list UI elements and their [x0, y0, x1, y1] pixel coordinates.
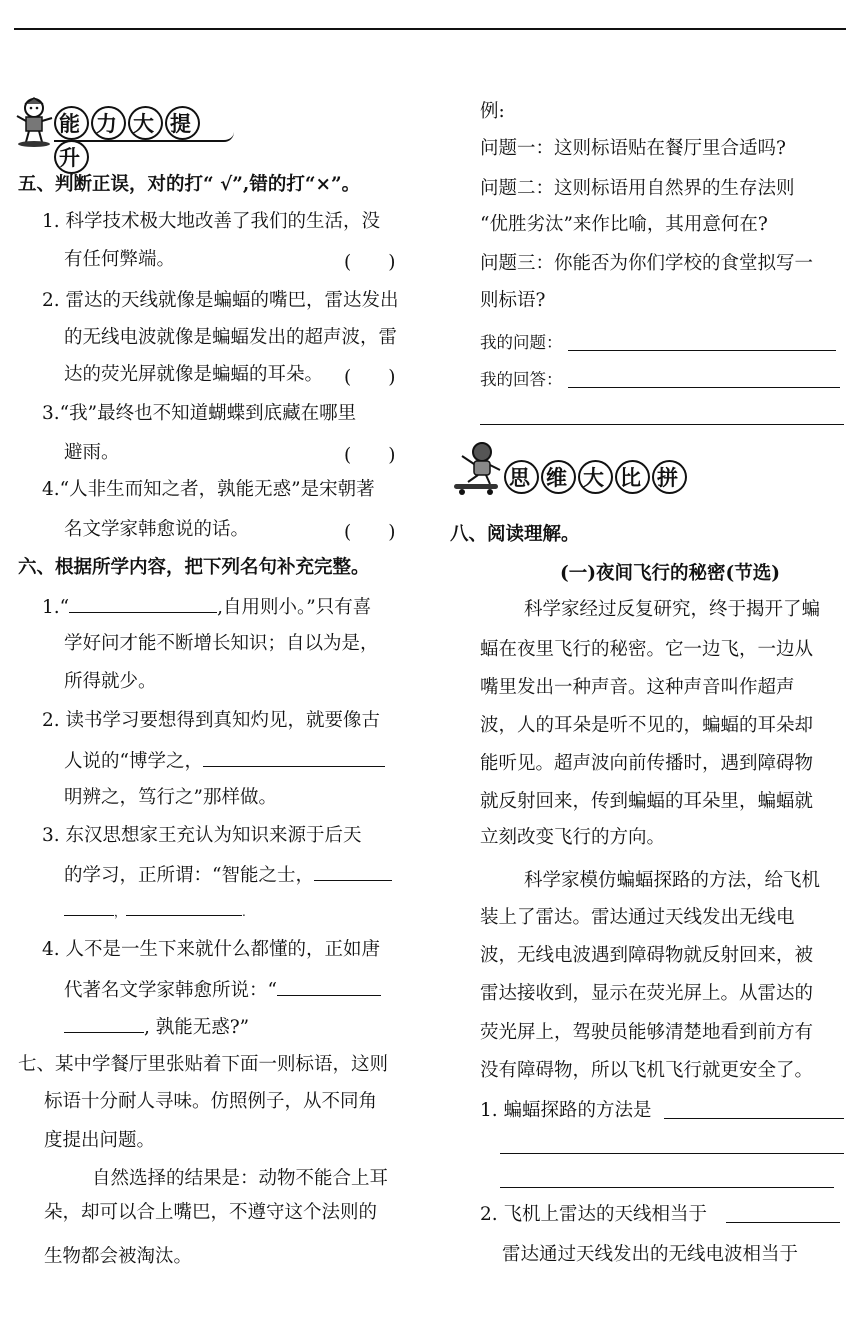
question-three-line1: 问题三：你能否为你们学校的食堂拟写一	[480, 253, 814, 274]
q6-item3-line3: ， .	[64, 900, 246, 924]
q6-item4-line2: 代著名文学家韩愈所说：“	[64, 977, 381, 1003]
fill-blank[interactable]	[203, 748, 385, 767]
q8-heading: 八、阅读理解。	[450, 524, 580, 545]
passage-p2-line: 没有障碍物，所以飞机飞行就更安全了。	[480, 1060, 814, 1081]
fill-blank[interactable]	[126, 907, 242, 916]
answer-3-prompt: 雷达通过天线发出的无线电波相当于	[502, 1244, 799, 1265]
passage-p2-line: 雷达接收到，显示在荧光屏上。从雷达的	[480, 983, 814, 1004]
banner-char: 拼	[652, 460, 687, 494]
q5-item2-line3: 达的荧光屏就像是蝙蝠的耳朵。	[64, 364, 324, 385]
q6-item2-line1: 2. 读书学习要想得到真知灼见，就要像古	[42, 710, 381, 731]
q5-item3-line2: 避雨。	[64, 442, 120, 463]
answer-paren[interactable]: ( )	[344, 367, 396, 388]
q6-item1-line2: 学好问才能不断增长知识；自以为是，	[64, 633, 379, 654]
answer-2-line[interactable]	[726, 1222, 840, 1223]
banner-char: 比	[615, 460, 650, 494]
q5-item2-line2: 的无线电波就像是蝙蝠发出的超声波，雷	[64, 327, 398, 348]
fill-blank[interactable]	[64, 1014, 144, 1033]
passage-p1-line: 就反射回来，传到蝙蝠的耳朵里，蝙蝠就	[480, 791, 814, 812]
q7-heading-line3: 度提出问题。	[44, 1130, 156, 1151]
q6-item4-line1: 4. 人不是一生下来就什么都懂的，正如唐	[42, 939, 381, 960]
q5-item3-line1: 3.“我”最终也不知道蝴蝶到底藏在哪里	[42, 403, 357, 424]
q5-item1-line2: 有任何弊端。	[64, 249, 176, 270]
banner-char: 力	[91, 106, 126, 140]
banner-char: 思	[504, 460, 539, 494]
q6-item3-line2: 的学习，正所谓：“智能之士，	[64, 862, 392, 888]
fill-blank[interactable]	[277, 977, 381, 996]
answer-line-extra[interactable]	[480, 424, 844, 425]
passage-p1-line: 科学家经过反复研究，终于揭开了蝙	[524, 599, 821, 620]
banner-char: 大	[578, 460, 613, 494]
passage-title: (一)夜间飞行的秘密(节选)	[560, 563, 781, 584]
answer-1-line3[interactable]	[500, 1187, 834, 1188]
answer-paren[interactable]: ( )	[344, 445, 396, 466]
question-two-line1: 问题二：这则标语用自然界的生存法则	[480, 178, 795, 199]
q5-item1-line1: 1. 科学技术极大地改善了我们的生活，没	[42, 211, 381, 232]
banner-char: 能	[54, 106, 89, 140]
answer-paren[interactable]: ( )	[344, 252, 396, 273]
answer-paren[interactable]: ( )	[344, 522, 396, 543]
q7-slogan-line3: 生物都会被淘汰。	[44, 1246, 193, 1267]
my-answer-label: 我的回答：	[480, 370, 563, 389]
passage-p1-line: 嘴里发出一种声音。这种声音叫作超声	[480, 677, 795, 698]
answer-1-prompt: 1. 蝙蝠探路的方法是	[480, 1100, 652, 1121]
question-one: 问题一：这则标语贴在餐厅里合适吗?	[480, 138, 786, 159]
passage-p1-line: 能听见。超声波向前传播时，遇到障碍物	[480, 753, 814, 774]
q7-slogan-line2: 朵，却可以合上嘴巴，不遵守这个法则的	[44, 1202, 378, 1223]
question-two-line2: “优胜劣汰”来作比喻，其用意何在?	[480, 214, 768, 235]
q6-heading: 六、根据所学内容，把下列名句补充完整。	[18, 557, 370, 578]
passage-p2-line: 科学家模仿蝙蝠探路的方法，给飞机	[524, 870, 821, 891]
q6-item2-line2: 人说的“博学之，	[64, 748, 385, 774]
banner-char: 维	[541, 460, 576, 494]
answer-1-line2[interactable]	[500, 1153, 844, 1154]
fill-blank[interactable]	[64, 907, 114, 916]
q6-item4-line3: , 孰能无惑?”	[64, 1014, 249, 1040]
banner-char: 提	[165, 106, 200, 140]
top-rule	[14, 28, 846, 30]
answer-2-prompt: 2. 飞机上雷达的天线相当于	[480, 1204, 708, 1225]
q7-heading-line2: 标语十分耐人寻味。仿照例子，从不同角	[44, 1091, 378, 1112]
question-three-line2: 则标语?	[480, 290, 546, 311]
q6-item2-line3: 明辨之，笃行之”那样做。	[64, 787, 277, 808]
q5-item4-line2: 名文学家韩愈说的话。	[64, 519, 250, 540]
fill-blank[interactable]	[69, 594, 217, 613]
skateboard-kid-icon	[450, 440, 504, 496]
q7-slogan-line1: 自然选择的结果是：动物不能合上耳	[92, 1168, 389, 1189]
q7-heading-line1: 七、某中学餐厅里张贴着下面一则标语，这则	[18, 1054, 389, 1075]
banner-char: 升	[54, 140, 89, 174]
answer-1-line[interactable]	[664, 1118, 844, 1119]
passage-p2-line: 装上了雷达。雷达通过天线发出无线电	[480, 907, 795, 928]
fill-blank[interactable]	[314, 862, 392, 881]
passage-p1-line: 蝠在夜里飞行的秘密。它一边飞，一边从	[480, 639, 814, 660]
q5-item4-line1: 4.“人非生而知之者，孰能无惑”是宋朝著	[42, 479, 375, 500]
passage-p1-line: 波，人的耳朵是听不见的，蝙蝠的耳朵却	[480, 715, 814, 736]
passage-p2-line: 荧光屏上，驾驶员能够清楚地看到前方有	[480, 1022, 814, 1043]
my-question-line[interactable]	[568, 350, 836, 351]
q6-item1-line1: 1.“ ,自用则小。”只有喜	[42, 594, 371, 620]
banner-char: 大	[128, 106, 163, 140]
q6-item1-line3: 所得就少。	[64, 671, 157, 692]
banner-ability	[14, 96, 234, 170]
my-answer-line[interactable]	[568, 387, 840, 388]
q6-item3-line1: 3. 东汉思想家王充认为知识来源于后天	[42, 825, 362, 846]
q5-item2-line1: 2. 雷达的天线就像是蝙蝠的嘴巴，雷达发出	[42, 290, 399, 311]
my-question-label: 我的问题：	[480, 333, 563, 352]
q5-heading: 五、判断正误，对的打“ √”,错的打“×”。	[18, 174, 361, 195]
banner-thinking	[450, 440, 690, 492]
passage-p1-line: 立刻改变飞行的方向。	[480, 827, 666, 848]
example-label: 例:	[480, 101, 505, 122]
passage-p2-line: 波，无线电波遇到障碍物就反射回来，被	[480, 945, 814, 966]
